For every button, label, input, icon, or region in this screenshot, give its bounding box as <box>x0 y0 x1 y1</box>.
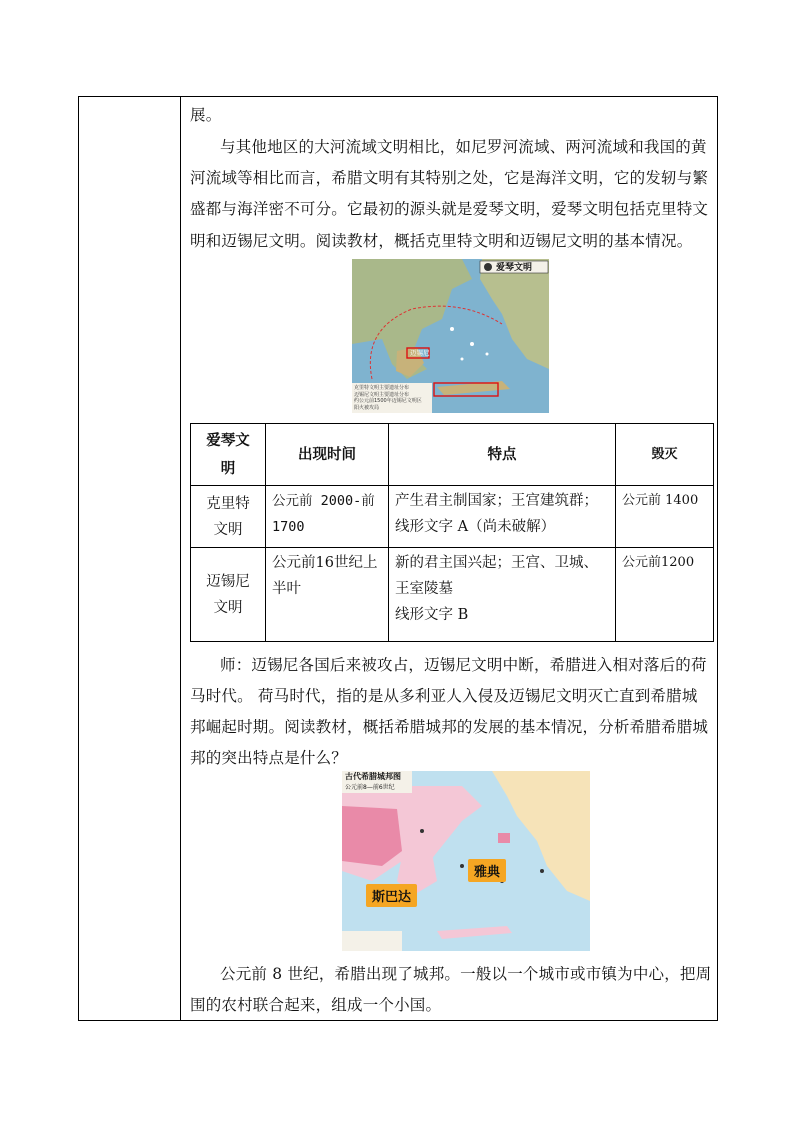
aegean-map-legend <box>354 385 422 411</box>
paragraph-line: 公元前 8 世纪，希腊出现了城邦。一般以一个城市或市镇为中心，把周 <box>220 965 712 983</box>
row-name: 迈锡尼 文明 <box>191 548 266 642</box>
paragraph-line: 围的农村联合起来，组成一个小国。 <box>190 996 442 1014</box>
athens-label: 雅典 <box>468 859 506 882</box>
paragraph-line: 明和迈锡尼文明。阅读教材，概括克里特文明和迈锡尼文明的基本情况。 <box>190 232 693 250</box>
paragraph-line: 盛都与海洋密不可分。它最初的源头就是爱琴文明，爱琴文明包括克里特文 <box>190 200 709 218</box>
row-end: 公元前 1400 <box>616 486 714 548</box>
content-cell <box>182 97 717 1020</box>
sparta-label: 斯巴达 <box>366 884 417 907</box>
paragraph-line: 邦崛起时期。阅读教材，概括希腊城邦的发展的基本情况，分析希腊希腊城 <box>190 718 709 736</box>
paragraph-line: 与其他地区的大河流域文明相比，如尼罗河流域、两河流域和我国的黄 <box>220 138 707 156</box>
city-states-map-subtitle: 公元前8—前6世纪 <box>345 784 395 791</box>
row-end: 公元前1200 <box>616 548 714 642</box>
table-row <box>191 548 714 642</box>
city-states-map-title: 古代希腊城邦图 <box>345 772 401 781</box>
legend-entry: 阳火被攻局 <box>354 404 380 411</box>
lesson-table <box>78 96 718 1021</box>
aegean-map <box>352 259 549 413</box>
row-time: 公元前16世纪上 半叶 <box>266 548 389 642</box>
header-feature: 特点 <box>389 424 616 486</box>
paragraph-line: 展。 <box>190 106 222 124</box>
legend-entry: 克里特文明主要遗址分布 <box>354 385 410 391</box>
paragraph-line: 河流域等相比而言，希腊文明有其特别之处，它是海洋文明，它的发轫与繁 <box>190 169 709 187</box>
row-feature: 产生君主制国家；王宫建筑群； 线形文字 A（尚未破解） <box>389 486 616 548</box>
mycenae-label: 迈锡尼 <box>410 349 430 357</box>
paragraph-line: 师：迈锡尼各国后来被攻占，迈锡尼文明中断，希腊进入相对落后的荷 <box>220 656 707 674</box>
row-time: 公元前 2000-前 1700 <box>266 486 389 548</box>
left-column <box>79 97 181 1020</box>
table-header-row <box>191 424 714 486</box>
header-end: 毁灭 <box>616 424 714 486</box>
header-name: 爱琴文 明 <box>191 424 266 486</box>
paragraph-line: 马时代。 荷马时代，指的是从多利亚人入侵及迈锡尼文明灭亡直到希腊城 <box>190 687 698 705</box>
legend-entry: 约公元前1500年迈锡尼文明区 <box>354 398 422 404</box>
aegean-map-title: 爱琴文明 <box>496 263 533 273</box>
aegean-civilization-table <box>190 423 714 642</box>
row-name: 克里特 文明 <box>191 486 266 548</box>
table-row <box>191 486 714 548</box>
paragraph-line: 邦的突出特点是什么？ <box>190 749 348 767</box>
legend-entry: 迈锡尼文明主要遗址分布 <box>354 391 410 398</box>
header-time: 出现时间 <box>266 424 389 486</box>
greek-city-states-map <box>342 771 590 951</box>
row-feature: 新的君主国兴起；王宫、卫城、 王室陵墓 线形文字 B <box>389 548 616 642</box>
